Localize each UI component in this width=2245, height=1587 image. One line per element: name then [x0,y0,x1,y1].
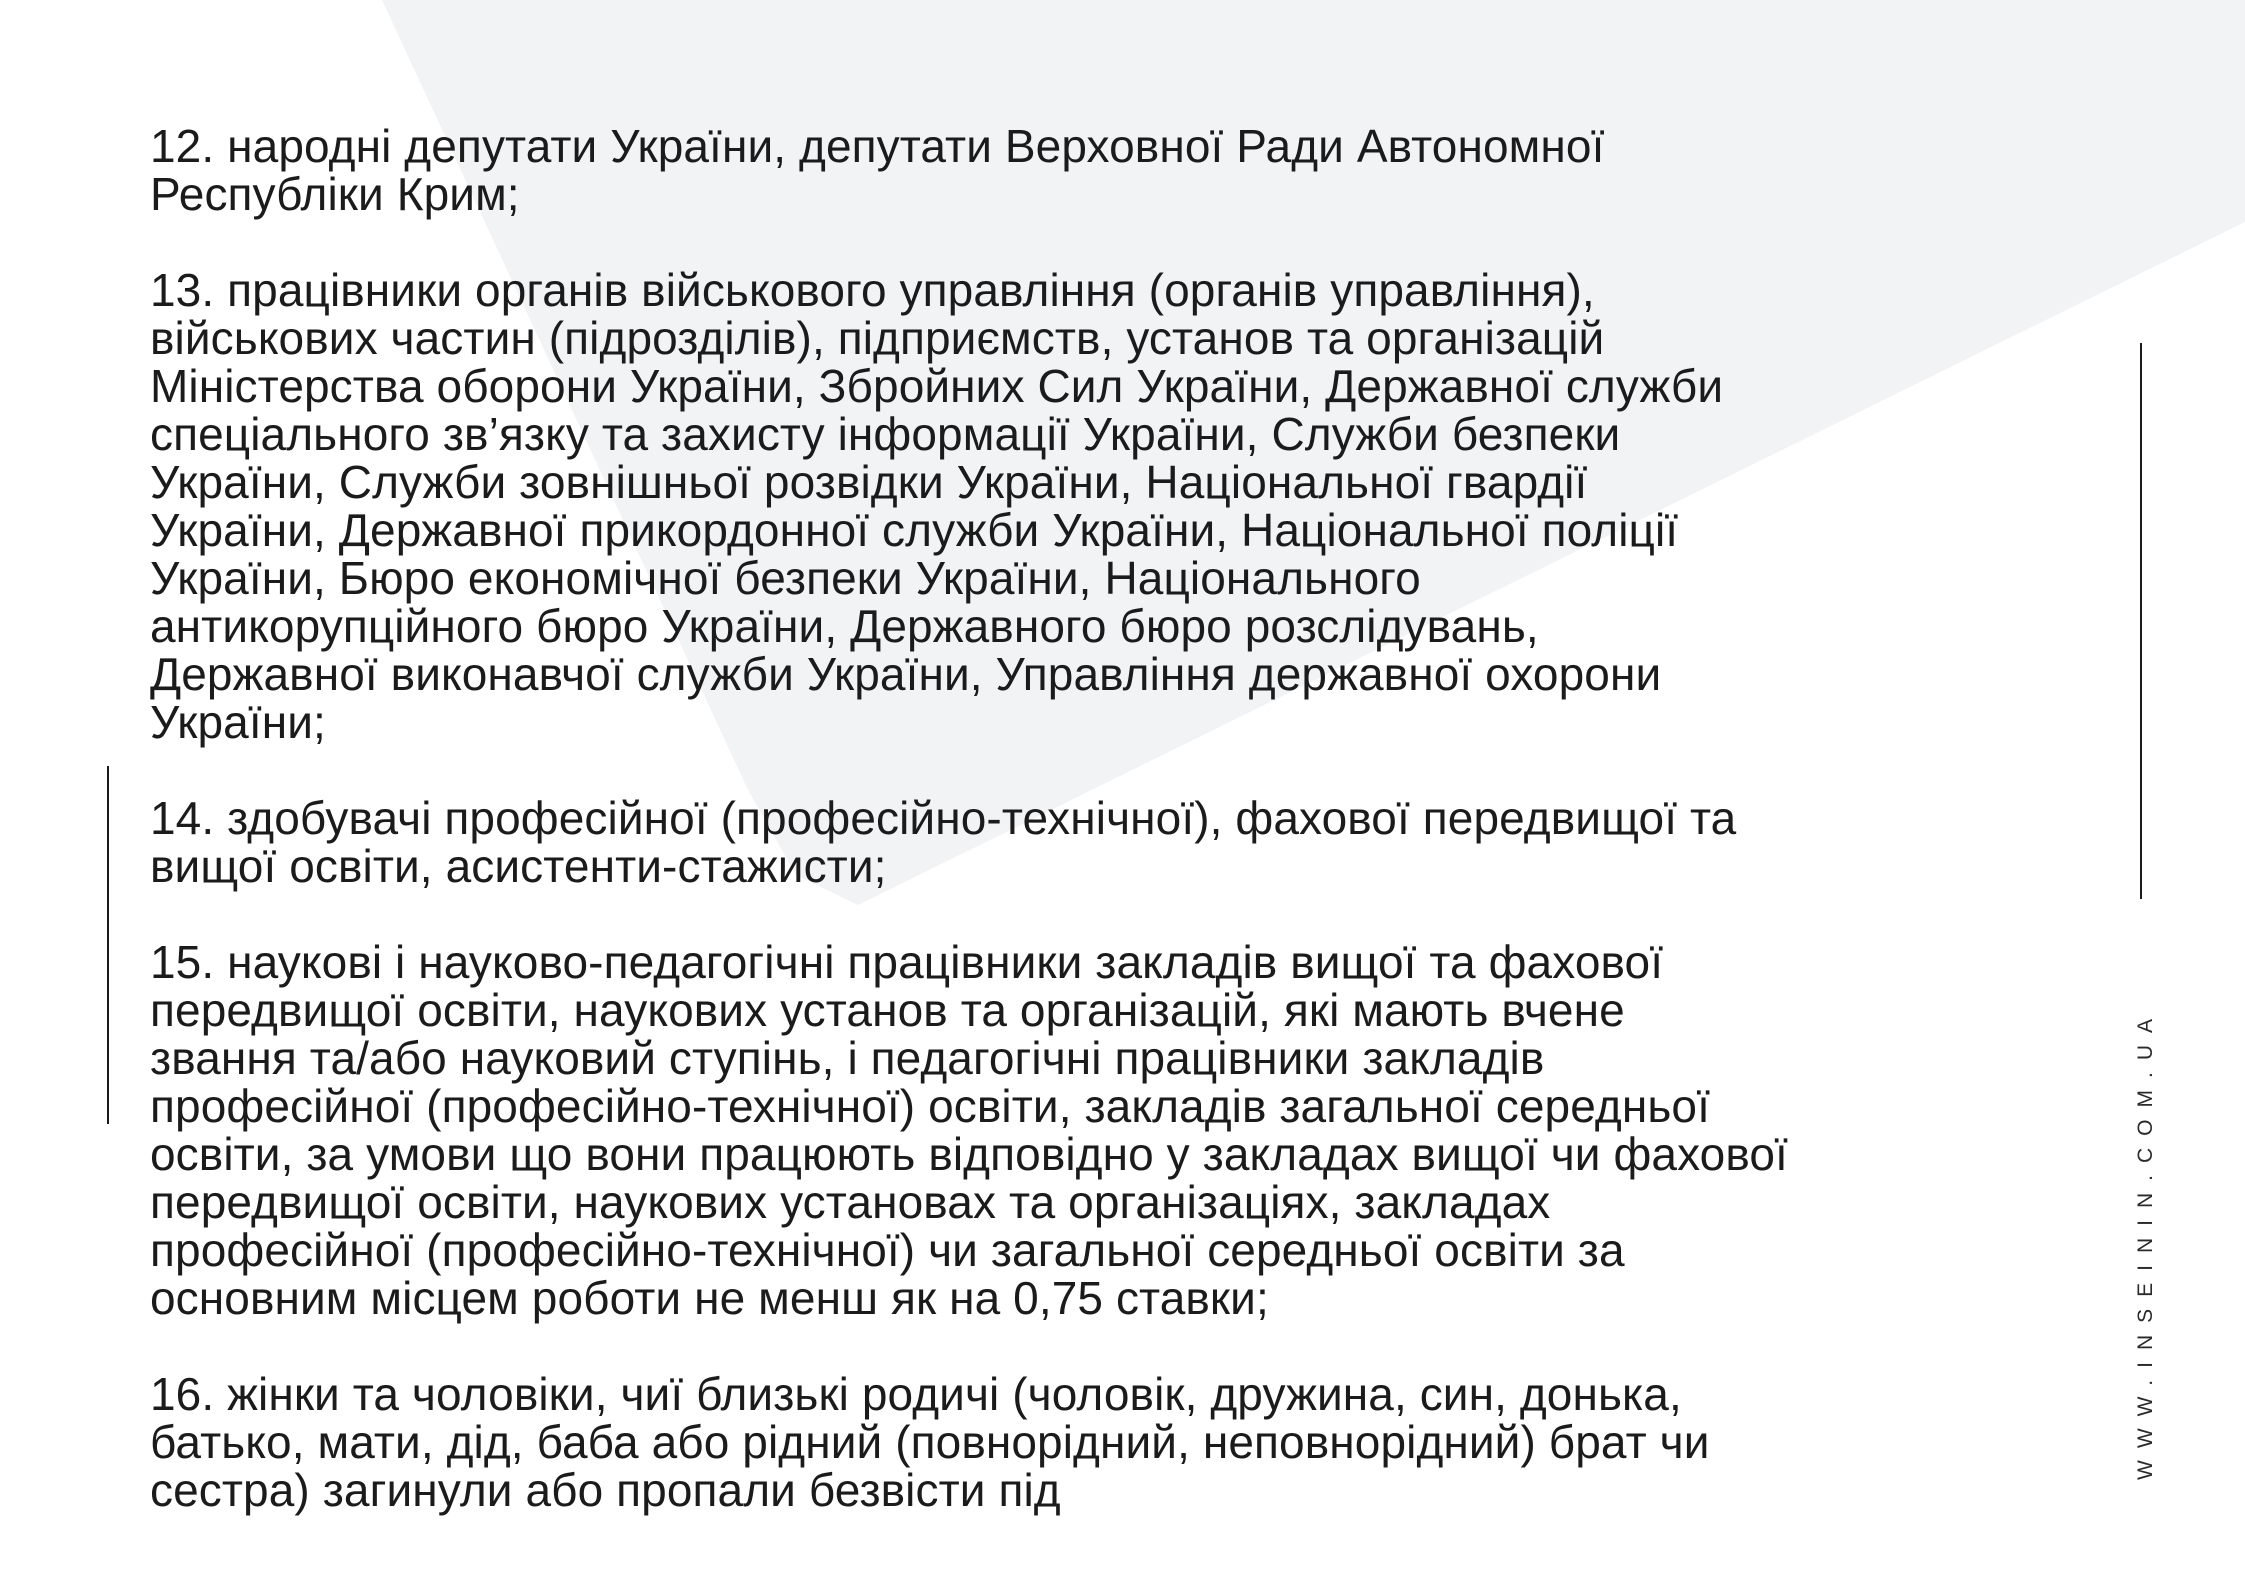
right-accent-line [2140,343,2142,899]
paragraph-item-15 [150,938,2100,1322]
document-body [150,122,2100,1562]
text-line: звання та/або науковий ступінь, і педагогічні працівники закладів [150,1032,1545,1084]
text-line: батько, мати, дід, баба або рідний (повнорідний, неповнорідний) брат чи [150,1416,1710,1468]
left-accent-line [107,766,109,1124]
site-url: WWW.INSEININ.COM.UA [2134,1007,2157,1480]
text-line: 12. народні депутати України, депутати Верховної Ради Автономної [150,120,1605,172]
text-line: освіти, за умови що вони працюють відповідно у закладах вищої чи фахової [150,1128,1788,1180]
text-line: Республіки Крим; [150,168,520,220]
text-line: передвищої освіти, наукових установ та організацій, які мають вчене [150,984,1625,1036]
paragraph-item-12 [150,122,2100,218]
text-line: професійної (професійно-технічної) освіти, закладів загальної середньої [150,1080,1710,1132]
text-line: спеціального зв’язку та захисту інформації України, Служби безпеки [150,408,1621,460]
text-line: України, Служби зовнішньої розвідки України, Національної гвардії [150,456,1588,508]
text-line: передвищої освіти, наукових установах та організаціях, закладах [150,1176,1551,1228]
text-line: України; [150,696,326,748]
paragraph-item-14 [150,794,2100,890]
text-line: вищої освіти, асистенти-стажисти; [150,840,887,892]
text-line: 13. працівники органів військового управління (органів управління), [150,264,1595,316]
text-line: основним місцем роботи не менш як на 0,75 ставки; [150,1272,1269,1324]
text-line: 16. жінки та чоловіки, чиї близькі родичі (чоловік, дружина, син, донька, [150,1368,1682,1420]
text-line: України, Державної прикордонної служби України, Національної поліції [150,504,1679,556]
text-line: Державної виконавчої служби України, Управління державної охорони [150,648,1662,700]
text-line: України, Бюро економічної безпеки України, Національного [150,552,1421,604]
paragraph-item-13 [150,266,2100,746]
text-line: сестра) загинули або пропали безвісти під [150,1464,1061,1516]
text-line: 14. здобувачі професійної (професійно-технічної), фахової передвищої та [150,792,1737,844]
text-line: професійної (професійно-технічної) чи загальної середньої освіти за [150,1224,1625,1276]
text-line: 15. наукові і науково-педагогічні працівники закладів вищої та фахової [150,936,1664,988]
text-line: військових частин (підрозділів), підприємств, установ та організацій [150,312,1605,364]
paragraph-item-16 [150,1370,2100,1514]
text-line: антикорупційного бюро України, Державного бюро розслідувань, [150,600,1539,652]
text-line: Міністерства оборони України, Збройних Сил України, Державної служби [150,360,1724,412]
